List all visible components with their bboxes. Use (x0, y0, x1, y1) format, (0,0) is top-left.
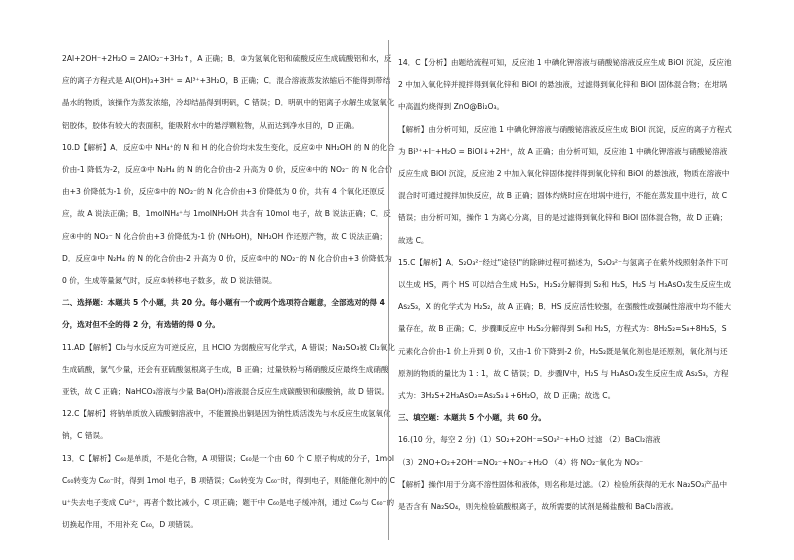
paragraph-q9-continued: 2Al+2OH⁻+2H₂O = 2AlO₂⁻+3H₂↑，A 正确；B．③为氢氧化铝和硫酸反应生成硫酸铝和水，反应的离子方程式是 Al(OH)₃+3H⁺ = Al³⁺+3H₂O，B 正确；C．混合溶液蒸发浓缩后不能得到带结晶水的物质，该操作为蒸发浓缩，冷却结晶得到明矾，C 错误；D．明矾中的铝离子水解生成氢氧化铝胶体，胶体有较大的表面积，能吸附水中的悬浮颗粒物，从而达到净水目的，D 正确。 (62, 54, 395, 130)
paragraph-q11-explanation: 11.AD【解析】Cl₂与水反应为可逆反应，且 HClO 为弱酸应写化学式，A 错误；Na₂SO₃被 Cl₂氧化生成硫酸，氯气少量，还会有亚硫酸氢根离子生成，B 正确；过量铁粉与稀硝酸反应最终生成硝酸亚铁，故 C 正确；NaHCO₃溶液与少量 Ba(OH)₂溶液混合反应生成碳酸钡和碳酸钠，故 D 错误。 (62, 342, 396, 397)
section-heading-multiple-choice: 二、选择题：本题共 5 个小题，共 20 分。每小题有一个或两个选项符合题意，全部选对的得 4 分，选对但不全的得 2 分，有选错的得 0 分。 (62, 298, 385, 330)
paragraph-q15-explanation: 15.C【解析】A．S₂O₃²⁻经过"途径Ⅰ"的除砷过程可描述为，S₂O₃²⁻与氢离子在紫外线照射条件下可以生成 HS，两个 HS 可以结合生成 H₂S₂，H₂S₂分解得到 S₂和 H₂S，H₂S 与 H₃AsO₃发生反应生成 As₂S₃，X 的化学式为 H₂S₂，故 A 正确；B．HS 反应活性较强，在强酸性或强碱性溶液中均不能大量存在，故 B 正确；C．步骤Ⅲ反应中 H₂S₂分解得到 S₈和 H₂S，方程式为：8H₂S₂=S₈+8H₂S，S 元素化合价由-1 价上升到 0 价，又由-1 价下降到-2 价，H₂S₂既是氧化剂也是还原剂，氧化剂与还原剂的物质的量比为 1 : 1，故 C 错误；D．步骤Ⅳ中，H₂S 与 H₃AsO₃发生反应生成 As₂S₃，方程式为：3H₂S+2H₃AsO₃=As₂S₃↓+6H₂O，故 D 正确；故选 C。 (398, 257, 732, 401)
paragraph-q13-explanation: 13．C【解析】C₆₀是单质，不是化合物，A 项错误；C₆₀是一个由 60 个 C 原子构成的分子，1molC₆₀转变为 C₆₀⁻时，得到 1mol 电子，B 项错误；C₆₀转变为 C₆₀⁻时，得到电子，则能催化剂中的 Cu⁺失去电子变成 Cu²⁺，再者个数比减小，C 项正确；题干中 C₆₀是电子缓冲剂，通过 C₆₀与 C₆₀⁻的切换起作用，不用补充 C₆₀，D 项错误。 (62, 453, 395, 530)
paragraph-q12-explanation: 12.C【解析】将钠单质放入硫酸铜溶液中，不能置换出铜是因为钠性质活泼先与水反应生成氢氧化钠，C 错误。 (62, 409, 391, 441)
paragraph-q14-explanation: 【解析】由分析可知，反应池 1 中碘化钾溶液与硝酸铋溶液反应生成 BiOI 沉淀，反应的离子方程式为 Bi³⁺+I⁻+H₂O = BiOI↓+2H⁺，故 A 正确；由分析可知，反应池 1 中碘化钾溶液与硝酸铋溶液反应生成 BiOI 沉淀，反应池 2 中加入氧化锌固体搅拌得到氧化锌和 BiOI 的悬浊液，物质在溶液中混合时可通过搅拌加快反应，故 B 正确；固体灼烧时应在坩埚中进行，不能在蒸发皿中进行，故 C 错误；由分析可知，操作 1 为离心分离，目的是过滤得到氧化锌和 BiOI 固体混合物，故 D 正确；故选 C。 (398, 124, 732, 245)
paragraph-q16-answers-part2: （3）2NO+O₂+2OH⁻=NO₂⁻+NO₃⁻+H₂O （4）将 NO₂⁻氧化为 NO₃⁻ (398, 457, 644, 467)
paragraph-q14-analysis: 14．C【分析】由题给流程可知，反应池 1 中碘化钾溶液与硝酸铋溶液反应生成 BiOI 沉淀，反应池 2 中加入氧化锌并搅拌得到氧化锌和 BiOI 的悬浊液，过滤得到氧化锌和 BiOI 固体混合物；在坩埚中高温灼烧得到 ZnO@Bi₂O₃。 (398, 58, 732, 112)
right-column (398, 52, 732, 518)
paragraph-q10-explanation: 10.D【解析】A．反应①中 NH₄⁺的 N 和 H 的化合价均未发生变化，反应②中 NH₂OH 的 N 的化合价由-1 降低为-2，反应③中 N₂H₄ 的 N 的化合价由-2 升高为 0 价，反应④中的 NO₂⁻ 的 N 化合价由+3 价降低为-1 价，反应⑤中的 NO₂⁻的 N 化合价由+3 价降低为 0 价，共有 4 个氧化还原反应，故 A 说法正确；B．1molNH₄⁺与 1molNH₂OH 共含有 10mol 电子，故 B 说法正确；C．反应④中的 NO₂⁻ N 化合价由+3 价降低为-1 价 (NH₂OH)，NH₂OH 作还原产物，故 C 说法正确；D．反应③中 N₂H₄ 的 N 的化合价由-2 升高为 0 价，反应⑤中的 NO₂⁻的 N 化合价由+3 价降低为 0 价，生成等量氮气时，反应⑤转移电子数多，故 D 说法错误。 (62, 142, 395, 286)
paragraph-q16-explanation: 【解析】操作Ⅰ用于分离不溶性固体和液体，则名称是过滤。（2）检验所获得的无水 Na₂SO₃产品中是否含有 Na₂SO₄，则先检验硫酸根离子，故所需要的试剂是稀盐酸和 BaCl₂溶液。 (398, 479, 728, 512)
column-divider (388, 40, 389, 540)
paragraph-q16-answers-part1: 16.(10 分，每空 2 分)（1）SO₂+2OH⁻=SO₃²⁻+H₂O 过滤 （2）BaCl₂溶液 (398, 435, 661, 445)
left-column (62, 48, 396, 536)
section-heading-fill-in: 三、填空题：本题共 5 个小题，共 60 分。 (398, 413, 546, 423)
